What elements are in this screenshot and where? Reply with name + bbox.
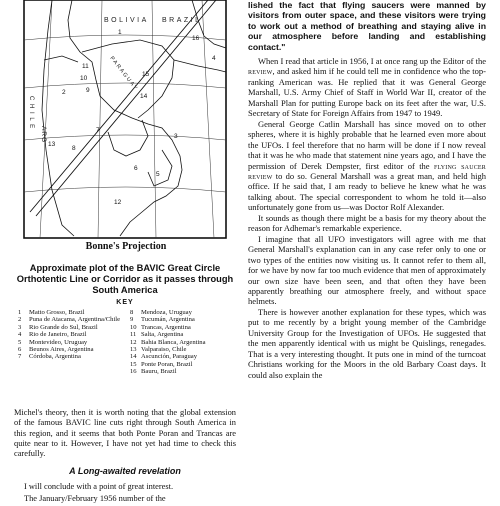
label-chile: C H I L E [28, 96, 34, 130]
key-item: 11 Salta, Argentina [130, 331, 184, 339]
place-number: 4 [212, 55, 216, 62]
key-item: 6 Beunos Aires, Argentina [18, 346, 94, 354]
key-item: 4 Rio de Janeiro, Brazil [18, 331, 87, 339]
place-number: 3 [174, 133, 178, 140]
paragraph: Michel's theory, then it is worth noting that the global extension of the famous BAVIC line cuts right through South America in this region, and it seems that both Ponte Poran and Trancas are quite near to it. However, I have not yet had time to check this carefully. [14, 408, 236, 459]
label-brazil: BRAZIL [162, 17, 202, 24]
key-item: 3 Rio Grande do Sul, Brazil [18, 323, 98, 331]
quoted-passage: lished the fact that flying saucers were manned by visitors from outer space, and these visitors were trying to work out a method of breathing and staying alive in our atmosphere before landing and establishing contact." [248, 0, 486, 52]
key-item: 9 Tucumán, Argentina [130, 316, 195, 324]
place-number: 6 [134, 165, 138, 172]
place-number: 8 [72, 145, 76, 152]
paragraph: I will conclude with a point of great interest. [24, 481, 174, 491]
place-number: 15 [142, 71, 150, 78]
key-item: 13 Valparaiso, Chile [130, 346, 187, 354]
place-number: 13 [48, 141, 56, 148]
right-column-text [248, 0, 486, 380]
paragraph: The January/February 1956 number of the [24, 494, 166, 504]
place-number: 2 [62, 89, 66, 96]
place-number: 12 [114, 199, 122, 206]
key-list [18, 309, 238, 376]
key-item: 14 Ascunción, Paraguay [130, 353, 198, 361]
paragraph: It sounds as though there might be a basis for my theory about the reason for Adhemar's remarkable experience. [248, 212, 486, 234]
key-item: 2 Puna de Atacama, Argentina/Chile [18, 316, 121, 324]
key-item: 1 Matto Grosso, Brazil [18, 309, 85, 316]
key-item: 10 Trancas, Argentina [130, 323, 191, 331]
place-number: 1 [118, 29, 122, 36]
key-item: 15 Ponte Poran, Brazil [130, 360, 193, 368]
paragraph: I imagine that all UFO investigators will agree with me that General Marshall's explanation can in any case refer only to one or two types of the entities now visiting us. It cannot refer to them all, for we have by now far too much evidence that men of approximately our own size have been seen, and that often they have been apparently breathing our atmosphere freely, and without space helmets. [248, 233, 486, 307]
plot-title: Approximate plot of the BAVIC Great Circle Orthotentic Line or Corridor as it passes through South America [16, 263, 234, 295]
paragraph: When I read that article in 1956, I at once rang up the Editor of the review, and asked him if he could tell me in confidence who the top-ranking American was. He replied that it was General George Marshall, U.S. Army Chief of Staff in World War II, creator of the Marshall Plan for putting Europe back on its feet after the war, U.S. Secretary of State for Foreign Affairs from 1947 to 1949. [248, 56, 486, 119]
map-figure [22, 0, 230, 240]
bavic-corridor [30, 0, 216, 216]
left-column-text [14, 408, 236, 506]
paragraph: General George Catlin Marshall has since moved on to other spheres, where it is highly probable that he learned even more about the UFOs. I feel therefore that no harm will be done if I now reveal that it was he who made that statement nine years ago, and I have the permission of Derek Dempster, first editor of the flying saucer review to do so. General Marshall was a great man, and held high office. If he said that, I am ready to believe he knew what he was talking about. The special correspondent to whom he told it—also unfortunately gone from us—was Doctor Rolf Alexander. [248, 118, 486, 213]
label-bolivia: BOLIVIA [104, 17, 149, 24]
place-number: 7 [96, 127, 100, 134]
place-number: 16 [192, 35, 200, 42]
map-caption: Bonne's Projection [85, 241, 167, 252]
place-number: 10 [80, 75, 88, 82]
key-item: 12 Bahia Blanca, Argentina [130, 338, 206, 346]
key-item: 16 Bauru, Brazil [130, 368, 177, 376]
key-item: 5 Montevideo, Uruguay [18, 338, 88, 346]
key-column-right [130, 309, 238, 376]
paragraph: There is however another explanation for these types, which was put to me recently by a bright young member of the Cambridge University Group for the Investigation of UFOs. He suggested that the men apparently identical with us might be Quislings, renegades. That is a very interesting thought. It puts one in mind of the turncoat Christians working for the Moors in the old Barbary Coast days. It could also explain the [248, 306, 486, 380]
label-paraguay: PARAGUAY [108, 55, 139, 93]
label-arg: ARG [40, 126, 47, 144]
place-number: 14 [140, 93, 148, 100]
key-column-left [18, 309, 126, 376]
place-number: 5 [156, 171, 160, 178]
south-america-map [22, 0, 230, 240]
key-item: 8 Mendoza, Uruguay [130, 309, 192, 316]
key-item: 7 Córdoba, Argentina [18, 353, 81, 361]
section-heading: A Long-awaited revelation [69, 466, 181, 477]
place-number: 11 [82, 63, 89, 70]
place-number: 9 [86, 87, 90, 94]
key-heading: KEY [116, 299, 134, 306]
